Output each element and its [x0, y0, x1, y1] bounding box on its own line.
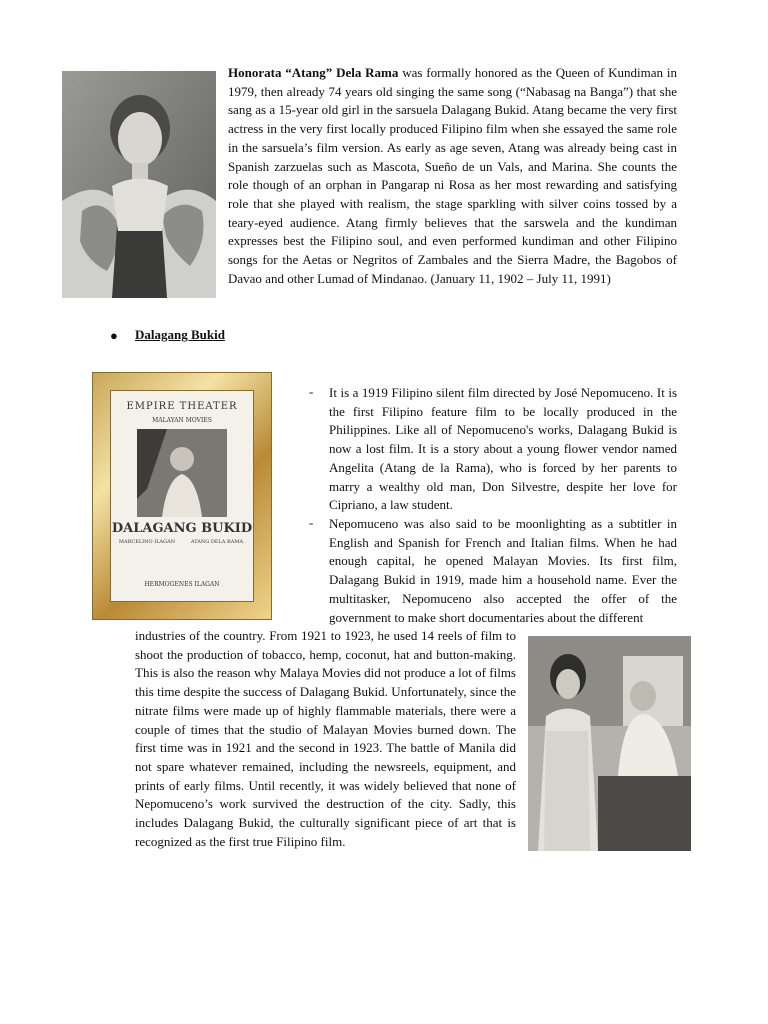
list-item-1: It is a 1919 Filipino silent film directed by José Nepomuceno. It is the first Filipino feature film to be locally produced in the Philippines. Like all of Nepomuceno's works, Dalagang Bukid is now a lost film. It is a story about a young flower vendor named Angelita (Atang de la Rama), who is forced by her parents to marry a wealthy old man, Don Silvestre, despite her love for Cipriano, a law student. — [329, 385, 677, 513]
poster-title: DALAGANG BUKID — [111, 521, 253, 536]
poster-line2: MALAYAN MOVIES — [152, 417, 212, 424]
poster — [110, 390, 254, 602]
bio-paragraph — [228, 64, 677, 288]
portrait-photo — [62, 71, 216, 298]
poster-line1: EMPIRE THEATER — [126, 401, 238, 412]
list-dash-2: - — [309, 515, 314, 530]
poster-bottom: HERMOGENES ILAGAN — [144, 581, 220, 588]
poster-left-credit: MARCELINO ILAGAN — [118, 539, 176, 545]
poster-frame — [92, 372, 272, 620]
poster-right-credit: ATANG DELA RAMA — [190, 539, 244, 545]
film-still-photo — [528, 636, 691, 851]
bullet-icon: ● — [110, 328, 118, 343]
bio-text: was formally honored as the Queen of Kundiman in 1979, then already 74 years old singing the same song (“Nabasag na Banga”) that she sang as a 15-year old girl in the sarsuela Dalagang Bukid. Atang became the very first actress in the very first locally produced Filipino film when she essayed the same role in the sarsuela’s film version. As early as age seven, Atang was already being cast in Spanish zarzuelas such as Mascota, Sueño de un Vals, and Marina. She counts the role though of an orphan in Pangarap ni Rosa as her most rewarding and satisfying role that she played with realism, the stage sparkling with silver coins tossed by a teary-eyed audience. Atang firmly believes that the sarswela and the kundiman expresses best the Filipino soul, and even performed kundiman and other Filipino songs for the Aetas or Negritos of Zambales and the Sierra Madre, the Bagobos of Davao and other Lumad of Mindanao. (January 11, 1902 – July 11, 1991) — [228, 65, 677, 286]
bio-name: Honorata “Atang” Dela Rama — [228, 65, 399, 80]
section-heading: Dalagang Bukid — [135, 327, 225, 342]
continuation-paragraph: industries of the country. From 1921 to 1923, he used 14 reels of film to shoot the production of tobacco, hemp, coconut, hat and button-making. This is also the reason why Malaya Movies did not produce a lot of films this time despite the success of Dalagang Bukid. Unfortunately, since the nitrate films were made up of highly flammable materials, there were a couple of times that the studio of Malayan Movies burned down. The first time was in 1921 and the second in 1923. The battle of Manila did not spare whatever remained, including the newsreels, equipment, and prints of early films. Until recently, it was widely believed that none of Nepomuceno’s work survived the destruction of the city. Sadly, this includes Dalagang Bukid, the culturally significant piece of art that is recognized as the first true Filipino film. — [135, 628, 516, 849]
list-dash-1: - — [309, 384, 314, 399]
list-item-2: Nepomuceno was also said to be moonlighting as a subtitler in English and Spanish for French and Italian films. When he had enough capital, he opened Malayan Movies. Its first film, Dalagang Bukid in 1919, made him a household name. Ever the multitasker, Nepomuceno also accepted the offer of the government to make short documentaries about the different — [329, 516, 677, 625]
poster-still — [137, 429, 227, 517]
